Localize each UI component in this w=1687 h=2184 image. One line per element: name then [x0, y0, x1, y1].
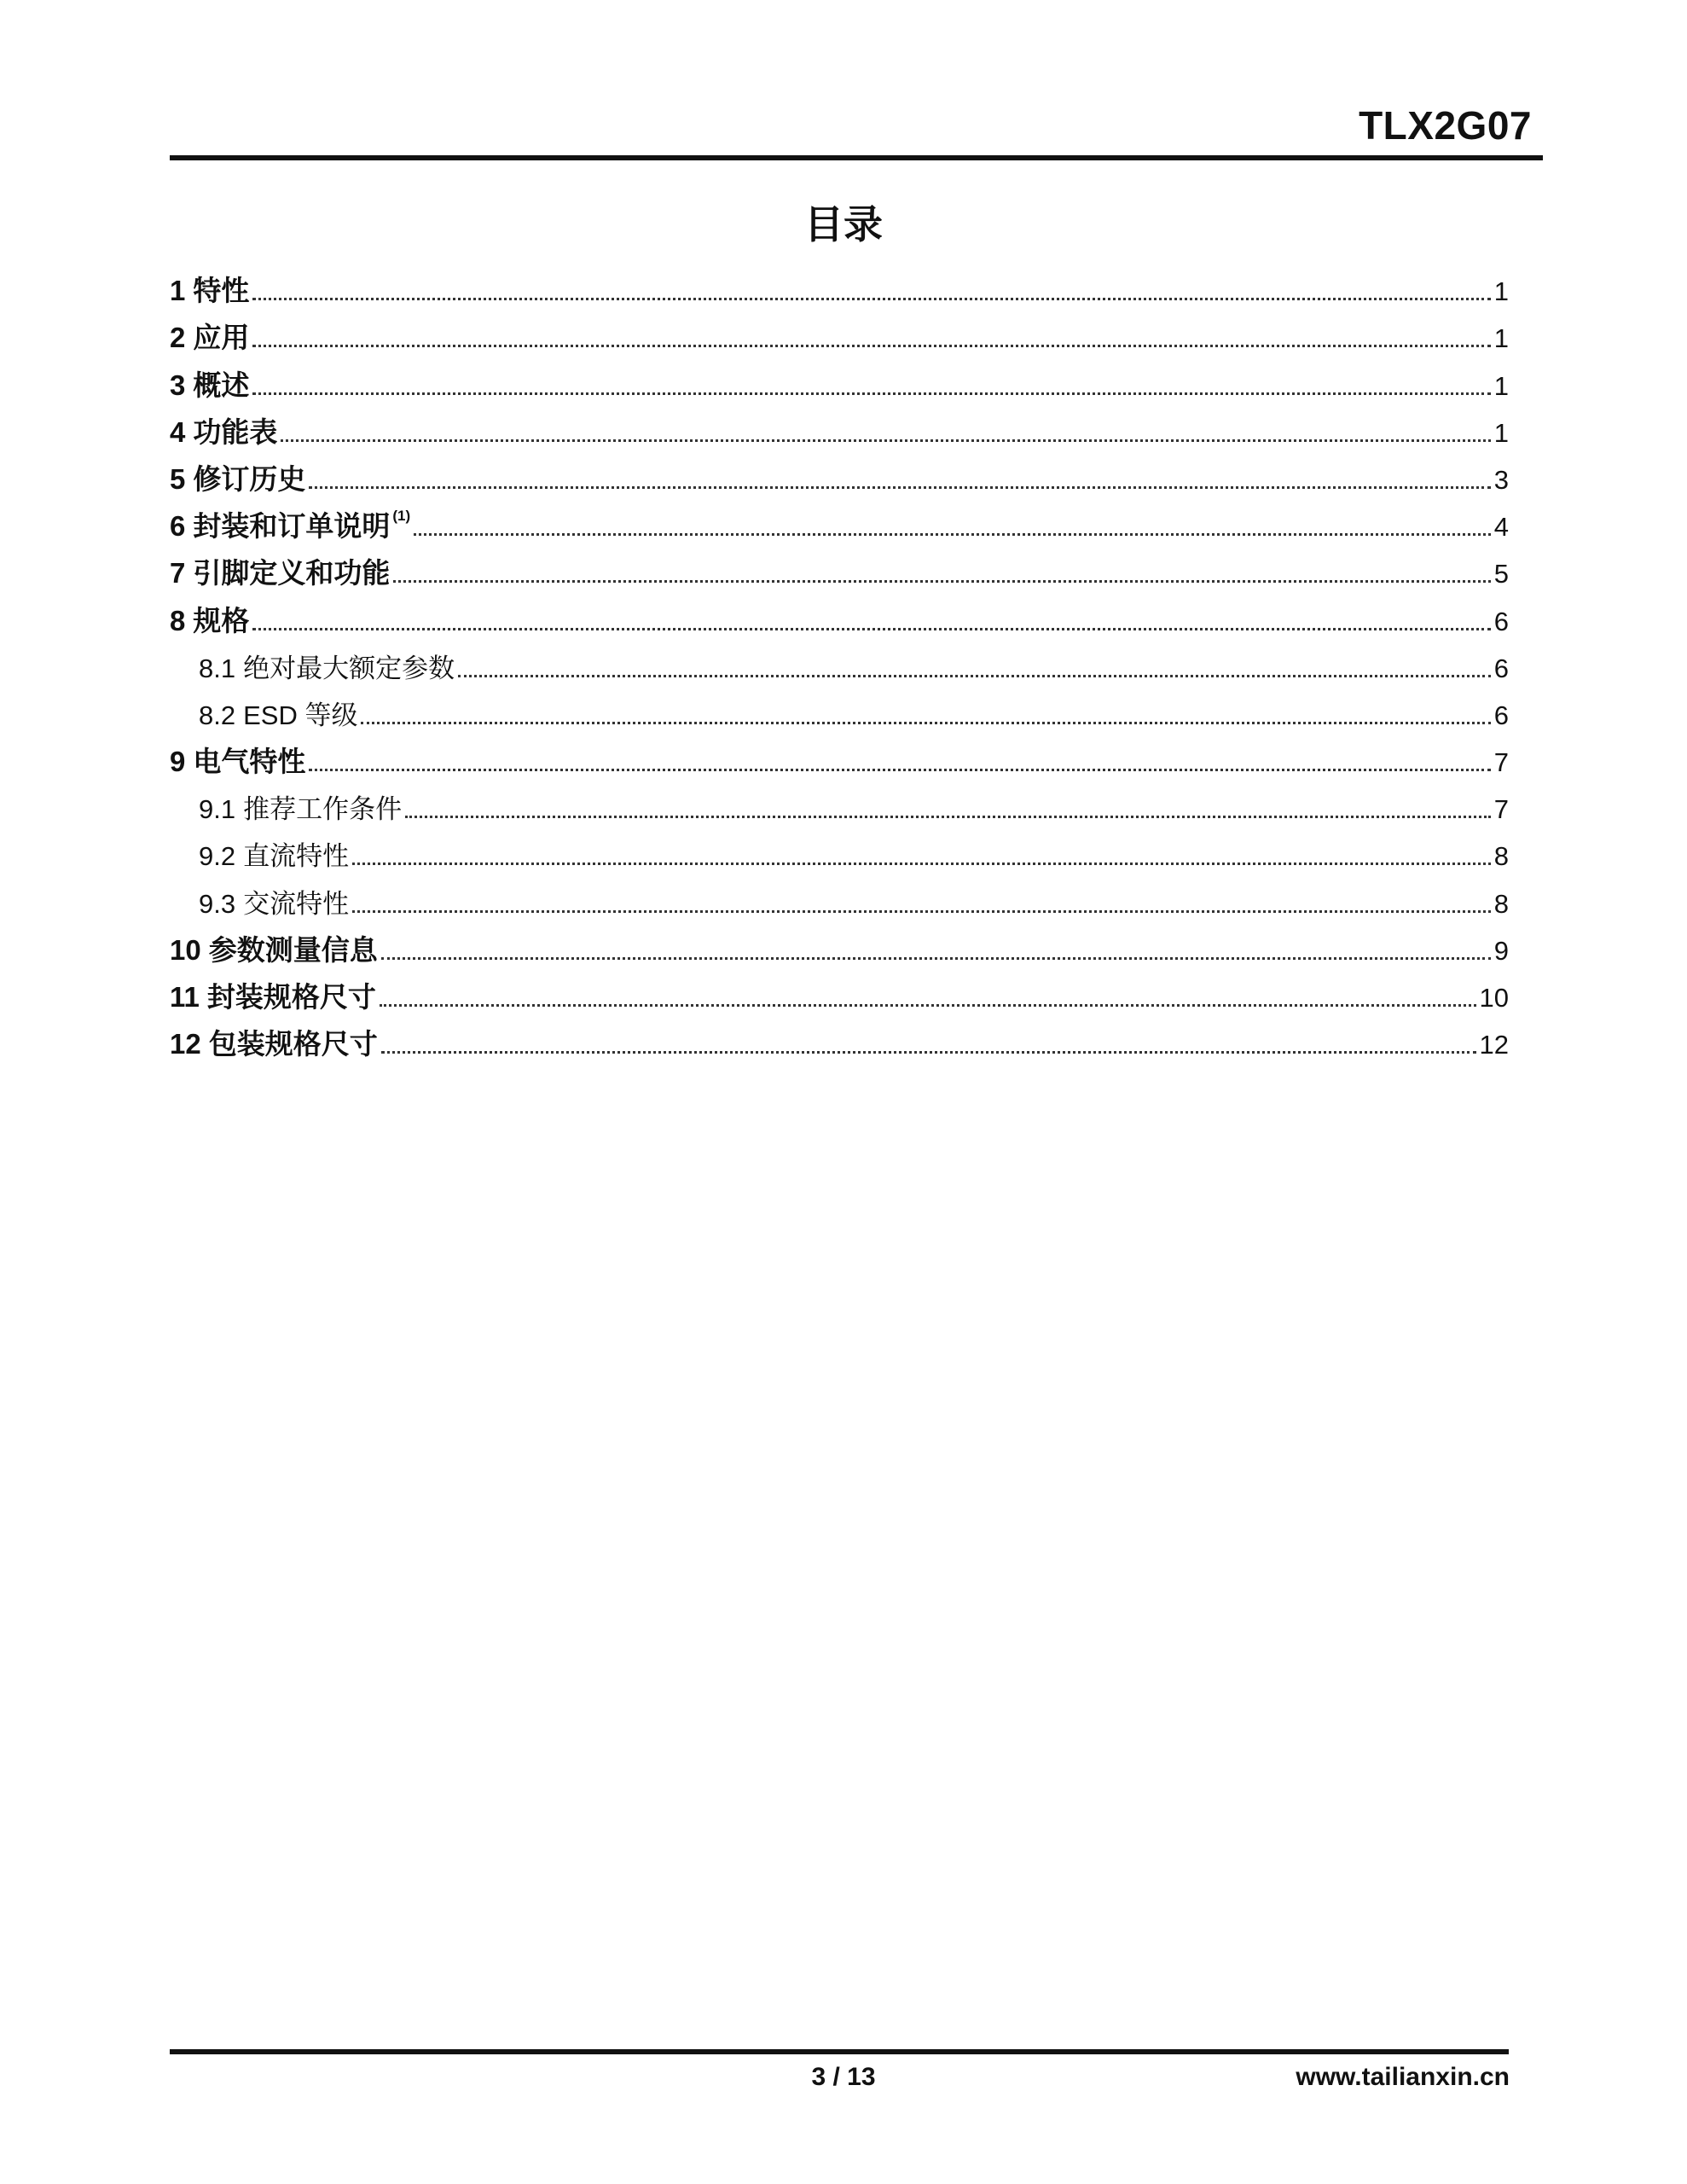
toc-entry-page-number: 7 — [1493, 794, 1509, 825]
toc-entry-footnote-marker: (1) — [392, 508, 411, 525]
toc-entry-page-number: 1 — [1493, 370, 1509, 401]
toc-entry-label — [243, 888, 350, 919]
toc-entry[interactable] — [170, 781, 1509, 828]
toc-entry-number: 7 — [170, 557, 186, 590]
toc-entry-label-text: 封装和订单说明 — [193, 510, 391, 543]
toc-entry-number: 12 — [170, 1028, 201, 1060]
toc-title: 目录 — [804, 202, 883, 247]
toc-dot-leader — [252, 345, 1490, 347]
page-indicator: 3 / 13 — [811, 2063, 876, 2091]
toc-entry-page-number: 10 — [1479, 983, 1509, 1013]
toc-entry[interactable] — [170, 874, 1509, 921]
toc-entry[interactable] — [170, 1016, 1509, 1063]
toc-entry-page-number: 8 — [1493, 841, 1509, 872]
toc-entry[interactable] — [170, 922, 1509, 969]
toc-entry-number: 8.2 — [199, 700, 236, 730]
toc-entry[interactable] — [170, 687, 1509, 734]
toc-entry-label — [243, 841, 350, 872]
toc-dot-leader — [361, 722, 1490, 724]
toc-dot-leader — [352, 863, 1491, 865]
toc-entry-label-text: 概述 — [193, 369, 250, 401]
toc-entry-number: 8 — [170, 604, 186, 636]
toc-entry-number: 3 — [170, 369, 186, 401]
toc-entry[interactable] — [170, 357, 1509, 404]
toc-entry-label — [193, 604, 250, 636]
toc-entry-label-text: 推荐工作条件 — [243, 794, 403, 825]
toc-entry[interactable] — [170, 310, 1509, 357]
toc-entry-label-text: 引脚定义和功能 — [193, 557, 391, 590]
toc-entry-label-text: 直流特性 — [243, 841, 350, 872]
footer-rule — [170, 2049, 1509, 2054]
toc-entry-label — [209, 1030, 378, 1058]
toc-entry-label — [243, 702, 357, 729]
toc-entry-label — [243, 794, 403, 825]
toc-entry-label — [193, 371, 249, 399]
toc-entry-label-text: 应用 — [193, 322, 250, 354]
header-rule — [170, 155, 1543, 160]
toc-dot-leader — [380, 1004, 1476, 1007]
toc-entry-page-number: 7 — [1493, 747, 1509, 778]
toc-dot-leader — [393, 580, 1490, 583]
document-code: TLX2G07 — [1359, 103, 1532, 148]
toc-dot-leader — [252, 628, 1490, 630]
toc-entry-number: 9.1 — [199, 794, 236, 825]
toc-entry[interactable] — [170, 498, 1509, 545]
toc-entry-label — [193, 276, 249, 305]
toc-entry[interactable] — [170, 734, 1509, 781]
toc-entry-page-number: 1 — [1493, 323, 1509, 354]
toc-entry-label — [207, 983, 376, 1011]
table-of-contents — [170, 263, 1509, 1063]
toc-entry-page-number: 5 — [1493, 559, 1509, 590]
toc-entry-label-text: 封装规格尺寸 — [206, 981, 376, 1013]
toc-entry[interactable] — [170, 828, 1509, 874]
toc-entry-number: 8.1 — [199, 653, 236, 683]
toc-entry[interactable] — [170, 404, 1509, 451]
toc-entry-number: 6 — [170, 510, 186, 543]
toc-entry-label — [193, 322, 250, 354]
toc-entry[interactable] — [170, 545, 1509, 592]
toc-entry-label-text: 包装规格尺寸 — [208, 1028, 378, 1060]
toc-dot-leader — [352, 910, 1491, 913]
toc-entry-label-text: 参数测量信息 — [208, 933, 378, 966]
toc-entry-number: 9.3 — [199, 888, 236, 919]
toc-entry-number: 11 — [170, 981, 200, 1013]
toc-entry-label-text: 功能表 — [193, 415, 278, 448]
toc-entry-page-number: 8 — [1493, 888, 1509, 919]
toc-entry-label — [208, 933, 378, 966]
toc-entry-label-text: 规格 — [193, 604, 250, 636]
toc-entry-page-number: 12 — [1479, 1030, 1509, 1060]
toc-dot-leader — [309, 486, 1490, 489]
toc-dot-leader — [252, 392, 1490, 395]
toc-entry-label — [193, 462, 306, 495]
toc-entry-number: 4 — [170, 415, 186, 448]
toc-entry-page-number: 6 — [1493, 606, 1509, 636]
toc-entry-number: 2 — [170, 322, 186, 354]
toc-entry[interactable] — [170, 451, 1509, 498]
toc-entry-number: 5 — [170, 462, 186, 495]
toc-entry-page-number: 4 — [1493, 512, 1509, 543]
toc-entry-label — [193, 508, 411, 543]
toc-entry-number: 1 — [170, 275, 186, 307]
toc-entry[interactable] — [170, 969, 1509, 1016]
toc-dot-leader — [281, 439, 1490, 442]
toc-dot-leader — [405, 816, 1491, 818]
toc-entry[interactable] — [170, 640, 1509, 687]
toc-entry[interactable] — [170, 592, 1509, 639]
toc-entry-page-number: 6 — [1493, 700, 1509, 730]
toc-dot-leader — [252, 298, 1490, 300]
toc-entry-label — [193, 746, 306, 778]
toc-dot-leader — [309, 769, 1490, 771]
toc-entry-number: 9 — [170, 746, 186, 778]
toc-entry-label — [193, 557, 391, 590]
toc-entry-page-number: 6 — [1493, 653, 1509, 683]
toc-entry-label — [193, 415, 278, 448]
toc-entry-label-text: 交流特性 — [243, 888, 350, 919]
website-link[interactable]: www.tailianxin.cn — [1296, 2063, 1510, 2091]
toc-entry-label-text: 修订历史 — [193, 462, 306, 495]
toc-entry-page-number: 1 — [1493, 276, 1509, 307]
toc-dot-leader — [381, 957, 1491, 960]
toc-entry[interactable] — [170, 263, 1509, 310]
toc-dot-leader — [381, 1051, 1476, 1054]
toc-entry-page-number: 3 — [1493, 464, 1509, 495]
toc-entry-label — [243, 655, 455, 682]
toc-dot-leader — [458, 675, 1491, 677]
toc-entry-label-text: ESD 等级 — [243, 700, 358, 730]
toc-entry-page-number: 1 — [1493, 417, 1509, 448]
toc-entry-label-text: 绝对最大额定参数 — [243, 653, 455, 683]
toc-dot-leader — [414, 533, 1491, 536]
toc-entry-number: 9.2 — [199, 841, 236, 872]
toc-entry-label-text: 特性 — [193, 275, 250, 307]
toc-entry-number: 10 — [170, 933, 201, 966]
toc-entry-label-text: 电气特性 — [193, 746, 306, 778]
toc-entry-page-number: 9 — [1493, 935, 1509, 966]
